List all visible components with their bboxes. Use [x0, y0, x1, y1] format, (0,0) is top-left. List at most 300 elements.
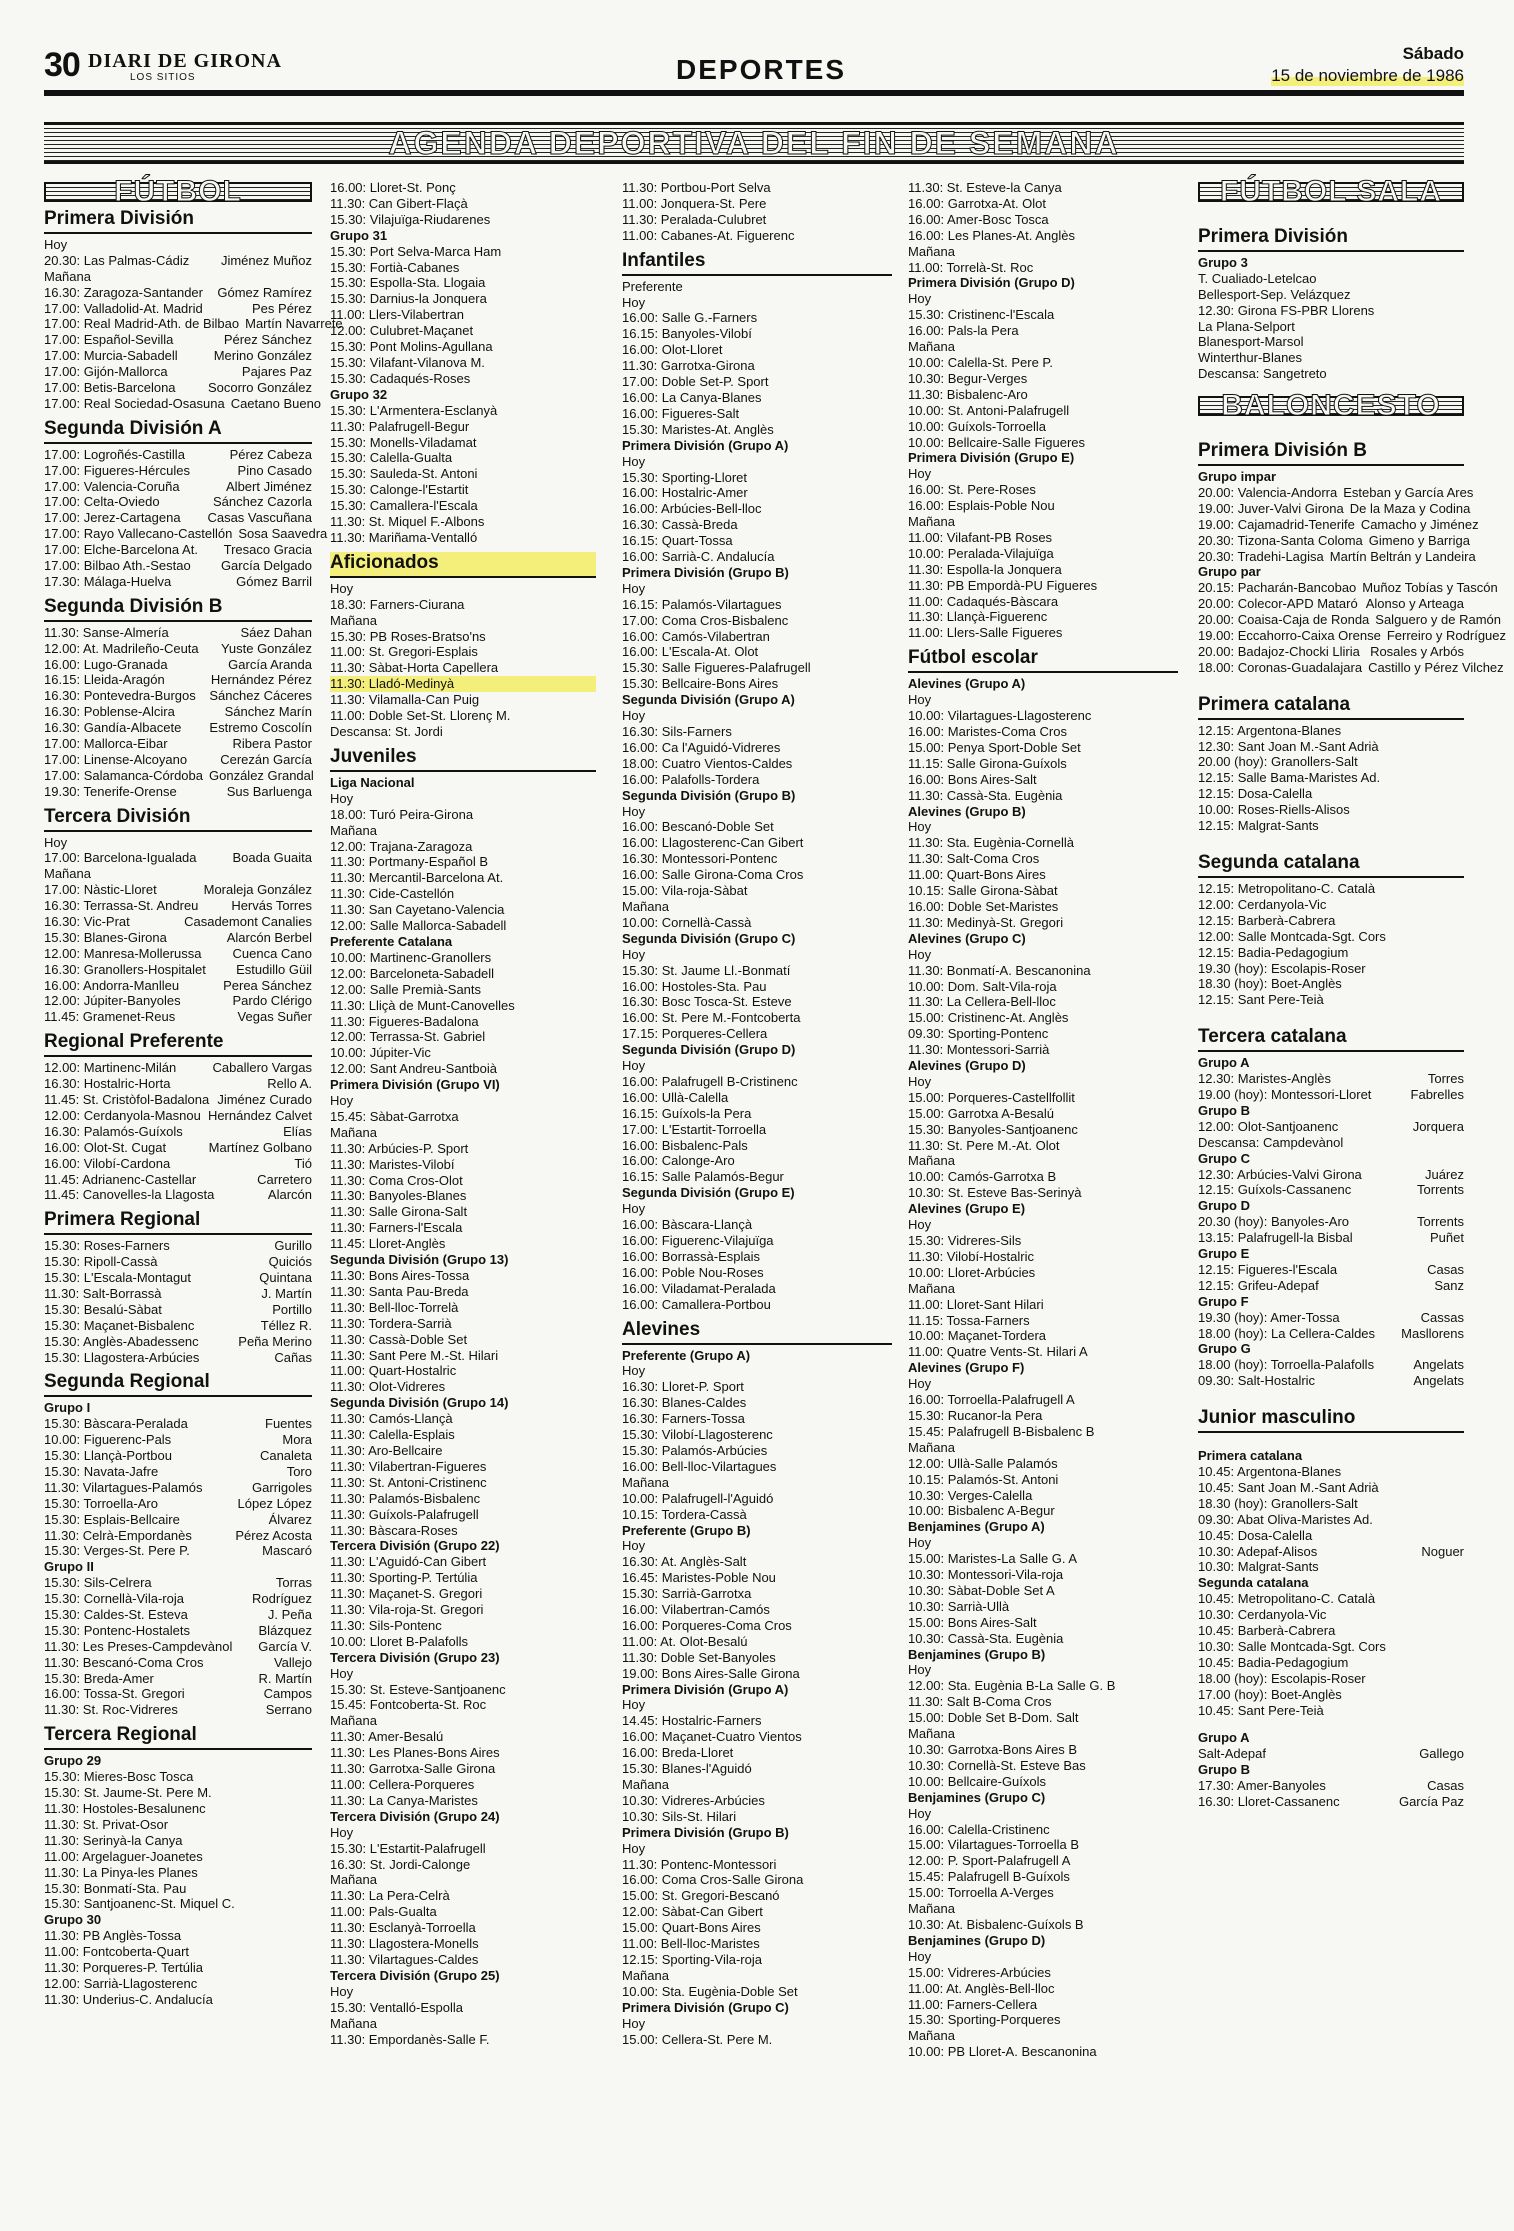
- fixture-line: Mañana: [44, 268, 91, 284]
- fixture-line: 15.30: Cristinenc-l'Escala: [908, 307, 1055, 323]
- fixture-line: 11.30: Bonmatí-A. Bescanonina: [908, 962, 1091, 978]
- fixture-match: 16.15: Lleida-Aragón: [44, 672, 165, 688]
- fixture-row: [1198, 1071, 1464, 1087]
- fixture-referee: Tresaco Gracia: [223, 542, 312, 558]
- fixture-row: [44, 1607, 312, 1623]
- fixture-referee: Hernández Pérez: [210, 672, 312, 688]
- fixture-line: 15.45: Sàbat-Garrotxa: [330, 1108, 459, 1124]
- group-subheading: Segunda División (Grupo E): [622, 1185, 795, 1201]
- fixture-referee: J. Martín: [261, 1285, 312, 1301]
- fixture-line: 18.00 (hoy): Escolapis-Roser: [1198, 1670, 1366, 1686]
- fixture-row: [44, 882, 312, 898]
- fixture-line: 15.00: Vilartagues-Torroella B: [908, 1837, 1080, 1853]
- fixture-referee: Torras: [275, 1575, 312, 1591]
- fixture-line: 10.30: At. Bisbalenc-Guíxols B: [908, 1916, 1084, 1932]
- fixture-match: 16.30: Vic-Prat: [44, 914, 130, 930]
- group-subheading: Segunda División (Grupo 13): [330, 1252, 509, 1268]
- group-subheading: Segunda División (Grupo 14): [330, 1395, 509, 1411]
- fixture-line: 15.30: Vilajuïga-Riudarenes: [330, 211, 491, 227]
- fixture-match: 17.00: Celta-Oviedo: [44, 494, 160, 510]
- fixture-line: 15.30: Cadaqués-Roses: [330, 370, 471, 386]
- fixture-match: 20.30 (hoy): Banyoles-Aro: [1198, 1214, 1350, 1230]
- fixture-match: 16.30: Hostalric-Horta: [44, 1076, 171, 1092]
- fixture-match: 17.00: Salamanca-Córdoba: [44, 767, 203, 783]
- fixture-line: 10.00: Guíxols-Torroella: [908, 418, 1047, 434]
- fixture-line: 10.45: Argentona-Blanes: [1198, 1464, 1342, 1479]
- fixture-line: 10.45: Sant Pere-Teià: [1198, 1702, 1324, 1718]
- fixture-line: 10.00: Lloret-Arbúcies: [908, 1264, 1036, 1280]
- spacer: [1198, 1436, 1464, 1448]
- spacer: [1198, 676, 1464, 688]
- fixture-line: 15.30: Darnius-la Jonquera: [330, 291, 487, 307]
- fixture-line: 11.30: Llançà-Figuerenc: [908, 609, 1048, 625]
- fixture-row: [44, 447, 312, 463]
- fixture-line: 12.00: Salle Montcada-Sgt. Cors: [1198, 928, 1386, 944]
- fixture-line: T. Cualiado-Letelcao: [1198, 270, 1317, 286]
- fixture-match: 20.00: Valencia-Andorra: [1198, 484, 1338, 500]
- fixture-line: 11.30: Bons Aires-Tossa: [330, 1268, 470, 1283]
- fixture-row: [44, 1140, 312, 1156]
- page-number: 30: [44, 46, 80, 84]
- fixture-line: 15.00: Vila-roja-Sàbat: [622, 883, 748, 899]
- fixture-match: 18.00 (hoy): Torroella-Palafolls: [1198, 1357, 1375, 1373]
- page-header: [44, 40, 1464, 88]
- fixture-match: 17.00: Barcelona-Igualada: [44, 850, 197, 866]
- competition-heading: Juveniles: [330, 746, 596, 772]
- fixture-line: Mañana: [908, 1280, 955, 1296]
- fixture-referee: Cuenca Cano: [232, 945, 312, 961]
- fixture-row: [44, 1334, 312, 1350]
- fixture-referee: Jiménez Curado: [217, 1092, 312, 1108]
- group-subheading: Grupo B: [1198, 1762, 1250, 1778]
- fixture-line: 12.00: Sta. Eugènia B-La Salle G. B: [908, 1678, 1116, 1694]
- fixture-line: 11.00: Cadaqués-Bàscara: [908, 593, 1059, 609]
- fixture-line: 15.30: Vilafant-Vilanova M.: [330, 354, 485, 370]
- fixture-line: 16.00: Figuerenc-Vilajuïga: [622, 1233, 774, 1248]
- spacer: [1198, 1718, 1464, 1730]
- fixture-referee: Albert Jiménez: [226, 478, 312, 494]
- fixture-row: [1198, 548, 1476, 565]
- fixture-match: 16.00: Lugo-Granada: [44, 656, 168, 672]
- fixture-line: Hoy: [622, 453, 646, 469]
- fixture-line: 11.30: Llagostera-Monells: [330, 1936, 479, 1952]
- group-subheading: Grupo II: [44, 1559, 94, 1575]
- fixture-referee: Esteban y García Ares: [1343, 484, 1474, 500]
- fixture-match: 12.00: Júpiter-Banyoles: [44, 993, 181, 1009]
- fixture-line: 11.30: L'Aguidó-Can Gibert: [330, 1554, 487, 1570]
- fixture-line: Hoy: [330, 1824, 354, 1840]
- fixture-line: 18.30: Farners-Ciurana: [330, 596, 465, 612]
- fixture-line: 11.00: Jonquera-St. Pere: [622, 195, 767, 211]
- fixture-referee: Cerezán García: [220, 751, 312, 767]
- fixture-referee: Gurillo: [274, 1238, 312, 1254]
- competition-heading: Primera catalana: [1198, 694, 1464, 720]
- fixture-line: 11.30: Mariñama-Ventalló: [330, 529, 478, 545]
- fixture-line: 12.00: Salle Premià-Sants: [330, 981, 482, 997]
- group-subheading: Grupo C: [1198, 1150, 1250, 1166]
- fixture-referee: Socorro González: [207, 379, 312, 395]
- fixture-line: 17.15: Porqueres-Cellera: [622, 1026, 768, 1042]
- fixture-row: [44, 332, 312, 348]
- fixture-match: 17.00: Jerez-Cartagena: [44, 510, 181, 526]
- competition-heading: Tercera catalana: [1198, 1026, 1464, 1052]
- competition-heading: Tercera Regional: [44, 1724, 312, 1750]
- fixture-line: 10.00: Martinenc-Granollers: [330, 949, 492, 965]
- fixture-row: [1198, 1262, 1464, 1278]
- fixture-line: 10.45: Badia-Pedagogium: [1198, 1654, 1349, 1670]
- fixture-line: 16.00: Borrassà-Esplais: [622, 1248, 761, 1264]
- fixture-line: 11.00: Llers-Vilabertran: [330, 307, 464, 323]
- fixture-referee: Toro: [286, 1463, 312, 1479]
- fixture-line: 15.30: Palamós-Arbúcies: [622, 1442, 768, 1458]
- group-subheading: Primera División (Grupo E): [908, 450, 1075, 466]
- fixture-line: 17.00: L'Estartit-Torroella: [622, 1121, 767, 1137]
- fixture-line: 11.30: Les Planes-Bons Aires: [330, 1745, 500, 1761]
- fixture-referee: Álvarez: [268, 1511, 312, 1527]
- fixture-line: 11.30: Bàscara-Roses: [330, 1522, 458, 1538]
- fixture-line: 16.30: St. Jordi-Calonge: [330, 1856, 471, 1872]
- fixture-referee: Pardo Clérigo: [232, 993, 312, 1009]
- fixture-row: [44, 1432, 312, 1448]
- fixture-line: 15.30: Banyoles-Santjoanenc: [908, 1121, 1078, 1137]
- fixture-referee: Camacho y Jiménez: [1360, 516, 1479, 532]
- fixture-referee: Garrigoles: [252, 1479, 312, 1495]
- fixture-line: 10.30: Vidreres-Arbúcies: [622, 1792, 765, 1808]
- fixture-line: 16.00: Maçanet-Cuatro Vientos: [622, 1729, 802, 1745]
- fixture-line: 12.00: Trajana-Zaragoza: [330, 838, 473, 854]
- column-3: [622, 180, 892, 2047]
- fixture-line: 12.00: Ullà-Salle Palamós: [908, 1455, 1058, 1471]
- fixture-line: 10.00: Cornellà-Cassà: [622, 914, 752, 930]
- fixture-line: 11.00: Bell-lloc-Maristes: [622, 1936, 760, 1952]
- fixture-line: 15.30: PB Roses-Bratso'ns: [330, 628, 486, 644]
- fixture-line: Mañana: [622, 1474, 669, 1490]
- fixture-line: Descansa: Campdevànol: [1198, 1134, 1344, 1150]
- fixture-match: 15.30: Sils-Celrera: [44, 1575, 152, 1591]
- fixture-line: 10.00: Camós-Garrotxa B: [908, 1169, 1057, 1185]
- agenda-banner-title: AGENDA DEPORTIVA DEL FIN DE SEMANA: [388, 125, 1120, 161]
- fixture-line: 16.00: Olot-Lloret: [622, 342, 723, 358]
- fixture-row: [44, 301, 312, 317]
- fixture-line: 18.30 (hoy): Granollers-Salt: [1198, 1495, 1358, 1511]
- fixture-row: [44, 850, 312, 866]
- section-title: DEPORTES: [676, 54, 847, 85]
- fixture-match: 17.00: Rayo Vallecano-Castellón: [44, 526, 233, 542]
- spacer: [1198, 208, 1464, 220]
- fixture-row: [44, 316, 343, 332]
- fixture-line: 10.00: Júpiter-Vic: [330, 1045, 431, 1061]
- fixture-line: 15.30: Sporting-Porqueres: [908, 2012, 1061, 2028]
- fixture-match: 11.30: St. Roc-Vidreres: [44, 1702, 178, 1718]
- fixture-row: [1198, 1214, 1464, 1230]
- fixture-row: [44, 688, 312, 704]
- sport-title-box: BALONCESTO: [1198, 396, 1464, 416]
- fixture-row: [44, 1092, 312, 1108]
- fixture-line: 11.00: Vilafant-PB Roses: [908, 529, 1053, 545]
- fixture-match: 15.30: Torroella-Aro: [44, 1495, 158, 1511]
- fixture-row: [44, 993, 312, 1009]
- fixture-referee: Rodríguez: [252, 1591, 312, 1607]
- fixture-match: 15.30: Blanes-Girona: [44, 929, 167, 945]
- fixture-row: [1198, 1794, 1464, 1810]
- fixture-line: 11.30: Banyoles-Blanes: [330, 1188, 467, 1204]
- group-subheading: Tercera División (Grupo 23): [330, 1649, 500, 1665]
- fixture-line: 16.00: Salle G.-Farners: [622, 310, 758, 326]
- fixture-line: Mañana: [908, 1153, 955, 1169]
- fixture-row: [44, 720, 312, 736]
- fixture-row: [1198, 612, 1502, 628]
- fixture-line: 11.30: Salt B-Coma Cros: [908, 1694, 1052, 1710]
- fixture-line: 11.45: Lloret-Anglès: [330, 1236, 446, 1252]
- group-subheading: Grupo G: [1198, 1341, 1251, 1357]
- fixture-line: Mañana: [908, 1726, 955, 1742]
- fixture-referee: Estremo Coscolín: [209, 720, 312, 736]
- fixture-line: 10.30: Cassà-Sta. Eugènia: [908, 1630, 1064, 1646]
- fixture-line: 10.30: Sarrià-Ullà: [908, 1598, 1010, 1614]
- fixture-referee: Muñoz Tobías y Tascón: [1362, 580, 1498, 596]
- fixture-match: 11.45: Canovelles-la Llagosta: [44, 1187, 215, 1203]
- fixture-line: 10.00: Lloret B-Palafolls: [330, 1633, 469, 1649]
- group-subheading: Segunda División (Grupo B): [622, 787, 796, 803]
- fixture-referee: Pes Pérez: [252, 300, 312, 316]
- fixture-line: 10.15: Salle Girona-Sàbat: [908, 883, 1058, 899]
- fixture-referee: Quintana: [259, 1270, 312, 1286]
- fixture-line: Mañana: [44, 866, 91, 882]
- fixture-line: 11.30: Camós-Llançà: [330, 1411, 453, 1427]
- fixture-referee: Perea Sánchez: [223, 977, 312, 993]
- fixture-line: 11.30: St. Pere M.-At. Olot: [908, 1137, 1060, 1153]
- fixture-line: 16.00: Arbúcies-Bell-lloc: [622, 501, 762, 517]
- fixture-line: 11.30: Can Gibert-Flaçà: [330, 195, 468, 211]
- fixture-line: 11.30: Amer-Besalú: [330, 1729, 444, 1745]
- fixture-referee: Sus Barluenga: [226, 783, 312, 799]
- fixture-line: 15.30: Camallera-l'Escala: [330, 498, 478, 514]
- fixture-referee: Peña Merino: [238, 1333, 312, 1349]
- fixture-row: [44, 395, 322, 412]
- fixture-line: 16.30: Cassà-Breda: [622, 517, 738, 533]
- group-subheading: Grupo B: [1198, 1102, 1250, 1118]
- fixture-line: 11.30: Salt-Coma Cros: [908, 851, 1040, 867]
- fixture-referee: Hernández Calvet: [207, 1107, 312, 1123]
- fixture-match: 17.00: Murcia-Sabadell: [44, 348, 178, 364]
- fixture-match: 20.00: Badajoz-Chocki Lliria: [1198, 643, 1360, 659]
- fixture-line: 10.00: Bisbalenc A-Begur: [908, 1503, 1055, 1519]
- group-subheading: Grupo 31: [330, 227, 388, 243]
- fixture-line: 11.30: Sils-Pontenc: [330, 1617, 442, 1633]
- fixture-line: 11.30: La Pinya-les Planes: [44, 1864, 198, 1880]
- fixture-line: 16.00: L'Escala-At. Olot: [622, 644, 759, 660]
- group-subheading: Grupo E: [1198, 1246, 1250, 1262]
- fixture-referee: Sáez Dahan: [240, 624, 312, 640]
- fixture-match: 12.30: Arbúcies-Valvi Girona: [1198, 1166, 1362, 1182]
- fixture-referee: De la Maza y Codina: [1349, 500, 1471, 516]
- fixture-row: [44, 1108, 312, 1124]
- group-subheading: Tercera División (Grupo 24): [330, 1808, 500, 1824]
- fixture-row: [44, 625, 312, 641]
- fixture-line: 16.00: Salle Girona-Coma Cros: [622, 867, 804, 883]
- fixture-line: 12.00: Terrassa-St. Gabriel: [330, 1029, 486, 1045]
- fixture-match: 16.00: Tossa-St. Gregori: [44, 1686, 185, 1702]
- fixture-line: 11.30: La Pera-Celrà: [330, 1888, 450, 1904]
- fixture-match: 11.45: St. Cristòfol-Badalona: [44, 1092, 210, 1108]
- fixture-referee: Alarcón Berbel: [226, 929, 312, 945]
- fixture-line: 11.15: Tossa-Farners: [908, 1312, 1030, 1328]
- fixture-row: [44, 672, 312, 688]
- fixture-line: 10.45: Metropolitano-C. Català: [1198, 1591, 1376, 1607]
- fixture-match: 19.00: Cajamadrid-Tenerife: [1198, 516, 1355, 532]
- fixture-line: 16.00: Calella-Cristinenc: [908, 1821, 1050, 1837]
- fixture-row: [1198, 484, 1474, 501]
- fixture-referee: Téllez R.: [260, 1317, 312, 1333]
- fixture-row: [44, 641, 312, 657]
- fixture-match: 17.00: Real Sociedad-Osasuna: [44, 395, 225, 411]
- fixture-referee: Jiménez Muñoz: [220, 252, 312, 268]
- group-subheading: Grupo par: [1198, 564, 1261, 580]
- fixture-row: [44, 526, 328, 542]
- fixture-referee: Mascaró: [262, 1543, 312, 1559]
- fixture-line: 16.00: Les Planes-At. Anglès: [908, 227, 1075, 243]
- fixture-match: 15.30: Llagostera-Arbúcies: [44, 1349, 200, 1365]
- competition-heading: Fútbol escolar: [908, 647, 1178, 673]
- fixture-referee: Sánchez Cazorla: [213, 494, 312, 510]
- group-subheading: Primera División (Grupo B): [622, 1824, 789, 1840]
- fixture-referee: Sanz: [1434, 1277, 1464, 1293]
- fixture-row: [44, 1124, 312, 1140]
- fixture-line: Hoy: [622, 1058, 646, 1074]
- fixture-line: 12.15: Salle Bama-Maristes Ad.: [1198, 770, 1381, 786]
- fixture-line: 15.30: St. Jaume-St. Pere M.: [44, 1785, 212, 1801]
- fixture-line: 11.30: PB Anglès-Tossa: [44, 1928, 182, 1944]
- fixture-line: 10.45: Barberà-Cabrera: [1198, 1623, 1336, 1639]
- fixture-match: 12.00: At. Madrileño-Ceuta: [44, 640, 199, 656]
- fixture-line: 11.30: Maristes-Vilobí: [330, 1156, 455, 1172]
- fixture-line: Hoy: [622, 2015, 646, 2031]
- fixture-match: 17.00: Mallorca-Eibar: [44, 735, 168, 751]
- fixture-line: Hoy: [908, 692, 932, 708]
- fixture-line: 11.30: Serinyà-la Canya: [44, 1832, 183, 1848]
- fixture-referee: Angelats: [1413, 1357, 1464, 1373]
- fixture-match: 09.30: Salt-Hostalric: [1198, 1373, 1316, 1389]
- fixture-line: 16.00: Pals-la Pera: [908, 323, 1019, 339]
- fixture-row: [44, 1512, 312, 1528]
- fixture-line: 15.30: Sporting-Lloret: [622, 469, 748, 485]
- fixture-row: [1198, 1357, 1464, 1373]
- fixture-line: 15.00: Vidreres-Arbúcies: [908, 1964, 1051, 1980]
- fixture-line: 16.00: St. Pere M.-Fontcoberta: [622, 1010, 801, 1026]
- fixture-match: 19.30 (hoy): Amer-Tossa: [1198, 1309, 1340, 1325]
- fixture-line: Mañana: [908, 1439, 955, 1455]
- fixture-referee: Gómez Ramírez: [217, 284, 312, 300]
- fixture-referee: Masllorens: [1401, 1325, 1464, 1341]
- fixture-line: 11.30: Underius-C. Andalucía: [44, 1991, 213, 2007]
- fixture-line: 11.30: Peralada-Culubret: [622, 211, 767, 227]
- fixture-line: 16.00: Palafolls-Tordera: [622, 771, 760, 787]
- fixture-line: 15.00: Cristinenc-At. Anglès: [908, 1010, 1069, 1026]
- fixture-line: 12.00: Sant Andreu-Santboià: [330, 1061, 497, 1077]
- fixture-line: 11.30: Bisbalenc-Aro: [908, 386, 1028, 402]
- group-subheading: Preferente Catalana: [330, 933, 453, 949]
- fixture-line: 15.00: Cellera-St. Pere M.: [622, 2031, 773, 2047]
- fixture-line: 12.15: Dosa-Calella: [1198, 786, 1313, 802]
- fixture-line: 11.15: Salle Girona-Guíxols: [908, 755, 1067, 771]
- fixture-referee: García Delgado: [220, 557, 312, 573]
- fixture-line: 12.00: Salle Mallorca-Sabadell: [330, 918, 507, 934]
- fixture-referee: Vallejo: [273, 1654, 312, 1670]
- spacer: [1198, 1389, 1464, 1401]
- fixture-row: [44, 752, 312, 768]
- fixture-line: 18.00: Cuatro Vientos-Caldes: [622, 755, 793, 771]
- group-subheading: Alevines (Grupo F): [908, 1360, 1025, 1376]
- fixture-row: [44, 1528, 312, 1544]
- fixture-line: 15.45: Fontcoberta-St. Roc: [330, 1697, 487, 1713]
- fixture-line: 11.30: Cassà-Doble Set: [330, 1331, 468, 1347]
- fixture-row: [44, 736, 312, 752]
- group-subheading: Grupo A: [1198, 1055, 1250, 1071]
- fixture-line: 10.30: Begur-Verges: [908, 370, 1028, 386]
- fixture-match: 12.30: Maristes-Anglès: [1198, 1071, 1331, 1087]
- fixture-row: [44, 558, 312, 574]
- fixture-referee: Boada Guaita: [232, 850, 312, 866]
- fixture-match: 16.30: Lloret-Cassanenc: [1198, 1794, 1340, 1810]
- fixture-row: [44, 463, 312, 479]
- fixture-referee: Torrents: [1417, 1214, 1464, 1230]
- fixture-line: 11.30: Vila-roja-St. Gregori: [330, 1602, 484, 1618]
- fixture-line: Hoy: [330, 1983, 354, 1999]
- fixture-line: Mañana: [908, 514, 955, 530]
- fixture-line: 11.00: Argelaguer-Joanetes: [44, 1848, 203, 1864]
- fixture-row: [44, 253, 312, 269]
- fixture-line: 15.30: Calella-Gualta: [330, 450, 453, 466]
- fixture-referee: Pajares Paz: [241, 364, 312, 380]
- fixture-match: 19.30: Tenerife-Orense: [44, 783, 177, 799]
- fixture-row: [44, 1464, 312, 1480]
- fixture-line: 15.45: Palafrugell B-Bisbalenc B: [908, 1423, 1095, 1439]
- fixture-line: 16.00: La Canya-Blanes: [622, 389, 762, 405]
- fixture-line: 11.00: At. Olot-Besalú: [622, 1633, 748, 1649]
- fixture-line: 11.00: At. Anglès-Bell-lloc: [908, 1980, 1055, 1996]
- fixture-line: Hoy: [908, 1217, 932, 1233]
- fixture-row: [44, 1686, 312, 1702]
- fixture-line: 16.00: Hostalric-Amer: [622, 485, 748, 501]
- fixture-match: 16.30: Zaragoza-Santander: [44, 284, 203, 300]
- fixture-line: 15.30: Blanes-l'Aguidó: [622, 1761, 752, 1777]
- group-subheading: Primera catalana: [1198, 1448, 1303, 1464]
- fixture-row: [1198, 1119, 1464, 1135]
- spacer: [1198, 422, 1464, 434]
- fixture-match: 13.15: Palafrugell-la Bisbal: [1198, 1230, 1353, 1246]
- fixture-line: 15.00: Garrotxa A-Besalú: [908, 1105, 1054, 1121]
- fixture-match: 17.00: Logroñés-Castilla: [44, 446, 185, 462]
- fixture-line: 11.30: Cassà-Sta. Eugènia: [908, 787, 1063, 803]
- fixture-row: [44, 285, 312, 301]
- fixture-line: 11.00: Pals-Gualta: [330, 1904, 437, 1920]
- fixture-line: 11.30: Mercantil-Barcelona At.: [330, 870, 504, 886]
- fixture-line: 10.30: Cerdanyola-Vic: [1198, 1607, 1327, 1623]
- group-subheading: Segunda División (Grupo C): [622, 930, 796, 946]
- fixture-line: 15.30: Maristes-At. Anglès: [622, 421, 774, 437]
- fixture-row: [44, 946, 312, 962]
- group-subheading: Tercera División (Grupo 25): [330, 1967, 500, 1983]
- fixture-referee: Caetano Bueno: [230, 395, 322, 411]
- fixture-referee: Portillo: [272, 1301, 312, 1317]
- group-subheading: Grupo D: [1198, 1198, 1250, 1214]
- fixture-line: 16.00: Breda-Lloret: [622, 1745, 734, 1761]
- competition-heading: Regional Preferente: [44, 1031, 312, 1057]
- fixture-line: 11.30: Olot-Vidreres: [330, 1379, 446, 1395]
- fixture-line: 17.00: Doble Set-P. Sport: [622, 374, 769, 390]
- group-subheading: Grupo I: [44, 1400, 91, 1416]
- fixture-match: 18.00 (hoy): La Cellera-Caldes: [1198, 1325, 1376, 1341]
